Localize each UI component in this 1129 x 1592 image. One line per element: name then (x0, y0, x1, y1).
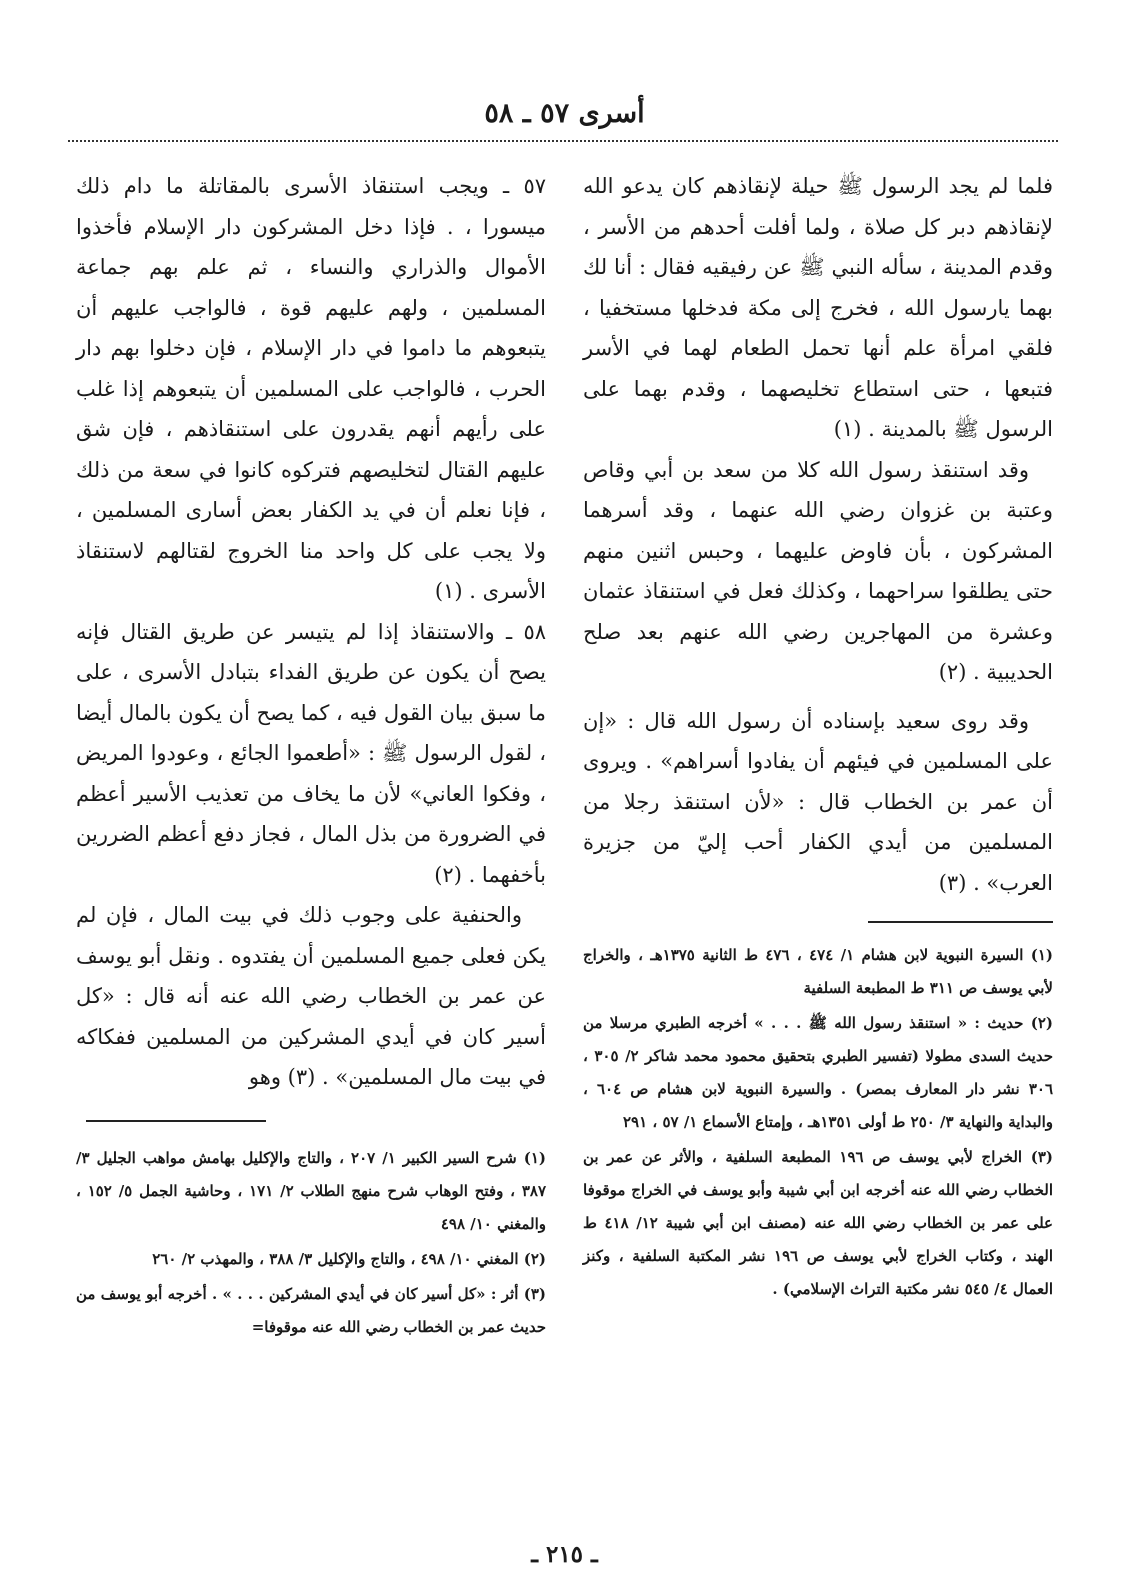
footnotes (583, 939, 1053, 1306)
footnote: (١) السيرة النبوية لابن هشام ١/ ٤٧٤ ، ٤٧٦ ط الثانية ١٣٧٥هـ ، والخراج لأبي يوسف ص ٣١١ ط المطبعة السلفية (583, 946, 1053, 997)
paragraph: ٥٧ ـ ويجب استنقاذ الأسرى بالمقاتلة ما دام ذلك ميسورا ، . فإذا دخل المشركون دار الإسلام فأخذوا الأموال والذراري والنساء ، ثم علم بهم جماعة المسلمين ، ولهم عليهم قوة ، فالواجب عليهم أن يتبعوهم ما داموا في دار الإسلام ، فإن دخلوا بهم دار الحرب ، فالواجب على المسلمين أن يتبعوهم إذا غلب على رأيهم أنهم يقدرون على استنقاذهم ، فإن شق عليهم القتال لتخليصهم فتركوه كانوا في سعة من ذلك ، فإنا نعلم أن في يد الكفار بعض أسارى المسلمين ، ولا يجب على كل واحد منا الخروج لقتالهم لاستنقاذ الأسرى . (١) (76, 174, 546, 603)
page-header (0, 96, 1129, 132)
footnote: (١) شرح السير الكبير ١/ ٢٠٧ ، والتاج والإكليل بهامش مواهب الجليل ٣/ ٣٨٧ ، وفتح الوهاب شرح منهج الطلاب ٢/ ١٧١ ، وحاشية الجمل ٥/ ١٥٢ ، والمغني ١٠/ ٤٩٨ (76, 1148, 546, 1233)
page-number-label: ـ ٢١٥ ـ (531, 1541, 598, 1568)
right-column (583, 166, 1053, 1308)
page-title: أسرى ٥٧ ـ ٥٨ (484, 98, 645, 129)
footnote-divider (86, 1120, 266, 1122)
footnote: (٢) المغني ١٠/ ٤٩٨ ، والتاج والإكليل ٣/ ٣٨٨ ، والمهذب ٢/ ٢٦٠ (152, 1249, 546, 1268)
footnote: (٣) الخراج لأبي يوسف ص ١٩٦ المطبعة السلفية ، والأثر عن عمر بن الخطاب رضي الله عنه أخرجه ابن أبي شيبة وأبو يوسف في الخراج موقوفا على عمر بن الخطاب رضي الله عنه (مصنف ابن أبي شيبة ١٢/ ٤١٨ ط الهند ، وكتاب الخراج لأبي يوسف ص ١٩٦ نشر المكتبة السلفية ، وكنز العمال ٤/ ٥٤٥ نشر مكتبة التراث الإسلامي) . (583, 1148, 1053, 1298)
left-column (76, 166, 546, 1346)
footnote-divider (868, 921, 1053, 923)
paragraph: ٥٨ ـ والاستنقاذ إذا لم يتيسر عن طريق القتال فإنه يصح أن يكون عن طريق الفداء بتبادل الأسرى ، على ما سبق بيان القول فيه ، كما يصح أن يكون بالمال أيضا ، لقول الرسول ﷺ : «أطعموا الجائع ، وعودوا المريض ، وفكوا العاني» لأن ما يخاف من تعذيب الأسير أعظم في الضرورة من بذل المال ، فجاز دفع أعظم الضررين بأخفهما . (٢) (76, 619, 546, 887)
paragraph: وقد روى سعيد بإسناده أن رسول الله قال : «إن على المسلمين في فيئهم أن يفادوا أسراهم» . ويروى أن عمر بن الخطاب قال : «لأن استنقذ رجلا من المسلمين من أيدي الكفار أحب إليّ من جزيرة العرب» . (٣) (583, 708, 1053, 895)
footnote: (٢) حديث : « استنقذ رسول الله ﷺ . . . » أخرجه الطبري مرسلا من حديث السدى مطولا (تفسير الطبري بتحقيق محمود محمد شاكر ٢/ ٣٠٥ ، ٣٠٦ نشر دار المعارف بمصر) . والسيرة النبوية لابن هشام ص ٦٠٤ ، والبداية والنهاية ٣/ ٢٥٠ ط أولى ١٣٥١هـ ، وإمتاع الأسماع ١/ ٥٧ ، ٢٩١ (583, 1014, 1053, 1131)
footnotes (76, 1142, 546, 1344)
paragraph: والحنفية على وجوب ذلك في بيت المال ، فإن لم يكن فعلى جميع المسلمين أن يفتدوه . ونقل أبو يوسف عن عمر بن الخطاب رضي الله عنه أنه قال : «كل أسير كان في أيدي المشركين من المسلمين ففكاكه في بيت مال المسلمين» . (٣) وهو (76, 903, 546, 1089)
header-divider (68, 140, 1058, 142)
page-number (0, 1540, 1129, 1570)
paragraph: وقد استنقذ رسول الله كلا من سعد بن أبي وقاص وعتبة بن غزوان رضي الله عنهما ، وقد أسرهما المشركون ، بأن فاوض عليهما ، وحبس اثنين منهم حتى يطلقوا سراحهما ، وكذلك فعل في استنقاذ عثمان وعشرة من المهاجرين رضي الله عنهم بعد صلح الحديبية . (٢) (583, 457, 1053, 684)
paragraph: فلما لم يجد الرسول ﷺ حيلة لإنقاذهم كان يدعو الله لإنقاذهم دبر كل صلاة ، ولما أفلت أحدهم من الأسر ، وقدم المدينة ، سأله النبي ﷺ عن رفيقيه فقال : أنا لك بهما يارسول الله ، فخرج إلى مكة فدخلها مستخفيا ، فلقي امرأة علم أنها تحمل الطعام لهما في الأسر فتبعها ، حتى استطاع تخليصهما ، وقدم بهما على الرسول ﷺ بالمدينة . (١) (583, 174, 1053, 441)
footnote: (٣) أثر : «كل أسير كان في أيدي المشركين . . . » . أخرجه أبو يوسف من حديث عمر بن الخطاب رضي الله عنه موقوفا= (76, 1284, 546, 1336)
